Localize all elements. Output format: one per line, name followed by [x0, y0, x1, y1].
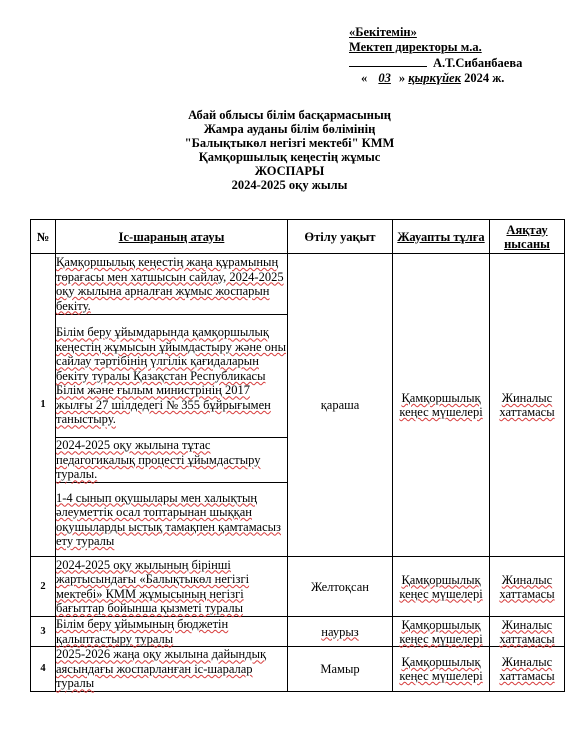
event-item: 2024-2025 оқу жылының бірінші жартысындағы «Балықтыкөл негізгі мектебі» КММ жұмысының негізгі бағыттар бойынша қызметі туралы — [56, 557, 288, 617]
event-item: 2024-2025 оқу жылына тұтас педагогикалық процесті ұйымдастыру туралы. — [56, 438, 287, 483]
table-header-row — [31, 220, 565, 254]
signature-line — [349, 55, 427, 67]
approval-date-open: « — [361, 71, 368, 85]
approval-date-close: » — [398, 71, 406, 85]
table-row — [31, 557, 565, 617]
row-responsible: Қамқоршылық кеңес мүшелері — [393, 617, 490, 647]
approval-date-year: 2024 ж. — [464, 71, 505, 85]
approval-date-day: 03 — [378, 71, 391, 85]
approval-date-month: қыркүйек — [408, 71, 461, 85]
row-time: Мамыр — [288, 647, 393, 692]
event-item: Қамқоршылық кеңестің жаңа құрамының төрағасы мен хатшысын сайлау, 2024-2025 оқу жылына арналған жұмыс жоспарын бекіту. — [56, 254, 287, 315]
header-form: Аяқтау нысаны — [490, 220, 565, 254]
approval-signatory: А.Т.Сибанбаева — [433, 56, 523, 70]
row-time: наурыз — [288, 617, 393, 647]
approval-position: Мектеп директоры м.а. — [349, 40, 482, 54]
row-responsible: Қамқоршылық кеңес мүшелері — [393, 254, 490, 557]
row-form: Жиналыс хаттамасы — [490, 647, 565, 692]
heading-line-2: Жамра ауданы білім бөлімінің — [203, 122, 376, 136]
plan-table — [30, 219, 565, 692]
row-number: 4 — [31, 647, 56, 692]
table-row — [31, 617, 565, 647]
event-item: Білім беру ұйымдарында қамқоршылық кеңестің жұмысын ұйымдастыру және оны сайлау тәртібінің үлгілік қағидаларын бекіту туралы Қазақстан Республикасы Білім және ғылым министрінің 2017 жылғы 27 шілдедегі № 355 бұйрығымен таныстыру. — [56, 315, 287, 438]
approval-title: «Бекітемін» — [349, 25, 417, 39]
heading-line-1: Абай облысы білім басқармасының — [188, 108, 391, 122]
event-list — [56, 254, 287, 556]
heading-line-3: "Балықтыкөл негізгі мектебі" КММ — [184, 136, 395, 150]
row-number: 2 — [31, 557, 56, 617]
table-row — [31, 254, 565, 557]
heading-line-6: 2024-2025 оқу жылы — [231, 178, 348, 192]
event-item: Білім беру ұйымының бюджетін қалыптастыру туралы — [56, 617, 288, 647]
row-responsible: Қамқоршылық кеңес мүшелері — [393, 557, 490, 617]
table-row — [31, 647, 565, 692]
row-events — [56, 254, 288, 557]
header-time: Өтілу уақыт — [288, 220, 393, 254]
row-time: қараша — [288, 254, 393, 557]
row-number: 3 — [31, 617, 56, 647]
row-form: Жиналыс хаттамасы — [490, 254, 565, 557]
heading-line-4: Қамқоршылық кеңестің жұмыс — [198, 150, 381, 164]
event-item: 2025-2026 жаңа оқу жылына дайындық аясындағы жоспарланған іс-шаралар туралы — [56, 647, 288, 692]
approval-block — [349, 25, 522, 86]
row-number: 1 — [31, 254, 56, 557]
heading-line-5: ЖОСПАРЫ — [254, 164, 325, 178]
row-form: Жиналыс хаттамасы — [490, 617, 565, 647]
header-num: № — [31, 220, 56, 254]
row-form: Жиналыс хаттамасы — [490, 557, 565, 617]
row-time: Желтоқсан — [288, 557, 393, 617]
document-heading — [0, 108, 579, 192]
event-item: 1-4 сынып оқушылары мен халықтың әлеуметтік осал топтарынан шыққан оқушыларды ыстық тамақпен қамтамасыз ету туралы — [56, 490, 281, 548]
header-event: Іс-шараның атауы — [56, 220, 288, 254]
row-responsible: Қамқоршылық кеңес мүшелері — [393, 647, 490, 692]
header-responsible: Жауапты тұлға — [393, 220, 490, 254]
